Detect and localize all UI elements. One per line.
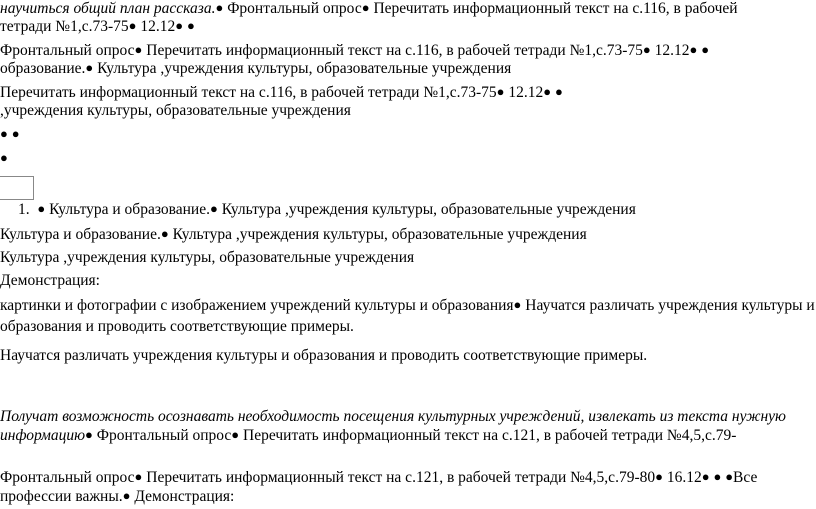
text-segment: образование. xyxy=(0,60,86,77)
bullet-icon: ● xyxy=(361,0,370,15)
text-segment: Культура ,учреждения культуры, образовательные учреждения xyxy=(93,60,512,77)
bullet-row xyxy=(0,126,20,144)
text-segment: Научатся различать учреждения культуры и образования и проводить соответствующие примеры. xyxy=(0,347,648,364)
text-segment: Культура и образование. xyxy=(0,226,161,243)
text-segment: 16.12 xyxy=(662,469,702,486)
text-line-14 xyxy=(0,408,786,426)
text-line-12 xyxy=(0,318,354,336)
bullet-icon: ● xyxy=(134,469,143,484)
text-segment: Культура ,учреждения культуры, образовательные учреждения xyxy=(217,201,636,218)
bullet-icon: ● xyxy=(11,126,20,141)
text-segment: 12.12 xyxy=(650,42,690,59)
bullet-icon: ● xyxy=(186,18,195,33)
text-segment: Перечитать информационный текст на с.116, в рабочей xyxy=(369,0,738,17)
bullet-icon: ● xyxy=(209,201,218,216)
text-segment: Перечитать информационный текст на с.116, в рабочей тетради №1,с.73-75 xyxy=(0,84,497,101)
text-segment: Культура ,учреждения культуры, образовательные учреждения xyxy=(0,249,415,266)
text-line-9 xyxy=(0,249,414,267)
bullet-icon: ● xyxy=(231,427,240,442)
text-segment: образования и проводить соответствующие примеры. xyxy=(0,318,354,335)
bullet-icon: ● xyxy=(215,0,224,15)
bullet-icon: ● xyxy=(701,42,710,57)
text-segment: Перечитать информационный текст на с.121, в рабочей тетради №4,5,с.79-80 xyxy=(142,469,656,486)
text-segment: ,учреждения культуры, образовательные учреждения xyxy=(0,102,351,119)
text-segment: Фронтальный опрос xyxy=(92,427,232,444)
text-segment: Демонстрация: xyxy=(130,488,235,505)
text-segment: Получат возможность осознавать необходимость посещения культурных учреждений, извлекать из текста нужную xyxy=(0,408,786,425)
numbered-item xyxy=(18,201,636,219)
text-segment: тетради №1,с.73-75 xyxy=(0,18,129,35)
empty-cell xyxy=(0,176,34,200)
text-segment: Все xyxy=(733,469,758,486)
text-line-4 xyxy=(0,60,511,78)
bullet-icon: ● xyxy=(0,150,8,165)
bullet-icon: ● xyxy=(713,469,722,484)
bullet-icon: ● xyxy=(689,42,698,57)
bullet-icon: ● xyxy=(496,84,505,99)
bullet-icon: ● xyxy=(555,84,563,99)
text-segment: Фронтальный опрос xyxy=(223,0,362,17)
text-segment: Перечитать информационный текст на с.121, в рабочей тетради №4,5,с.79- xyxy=(239,427,737,444)
text-segment: картинки и фотографии с изображением учреждений культуры и образования xyxy=(0,297,514,314)
bullet-icon: ● xyxy=(175,18,184,33)
item-number: 1. xyxy=(18,201,30,218)
text-segment: информацию xyxy=(0,427,86,444)
bullet-icon: ● xyxy=(513,297,522,312)
text-line-2 xyxy=(0,18,195,36)
text-line-5 xyxy=(0,84,563,102)
text-line-8 xyxy=(0,226,587,244)
bullet-icon: ● xyxy=(642,42,651,57)
bullet-icon: ● xyxy=(160,226,169,241)
text-segment: научиться общий план рассказа. xyxy=(0,0,216,17)
bullet-icon: ● xyxy=(122,488,131,503)
text-line-15 xyxy=(0,427,736,445)
text-line-3 xyxy=(0,42,709,60)
text-line-10 xyxy=(0,272,100,290)
text-line-17 xyxy=(0,488,234,506)
bullet-icon: ● xyxy=(85,60,94,75)
text-segment: Фронтальный опрос xyxy=(0,42,135,59)
text-segment: Культура ,учреждения культуры, образовательные учреждения xyxy=(168,226,587,243)
bullet-icon: ● xyxy=(134,42,143,57)
bullet-row xyxy=(0,150,8,168)
text-line-1 xyxy=(0,0,738,18)
text-segment: Культура и образование. xyxy=(45,201,210,218)
bullet-icon: ● xyxy=(37,201,46,216)
bullet-icon: ● xyxy=(85,427,93,442)
bullet-icon: ● xyxy=(128,18,137,33)
text-segment: Научатся различать учреждения культуры и xyxy=(521,297,815,314)
bullet-icon: ● xyxy=(655,469,663,484)
text-line-16 xyxy=(0,469,757,487)
text-segment: 12.12 xyxy=(136,18,176,35)
text-segment: Фронтальный опрос xyxy=(0,469,135,486)
text-segment: Перечитать информационный текст на с.116, в рабочей тетради №1,с.73-75 xyxy=(142,42,643,59)
bullet-icon: ● xyxy=(543,84,552,99)
text-segment: Демонстрация: xyxy=(0,272,100,289)
text-line-6 xyxy=(0,102,351,120)
bullet-icon: ● xyxy=(701,469,710,484)
text-segment: профессии важны. xyxy=(0,488,123,505)
text-line-11 xyxy=(0,297,815,315)
text-segment: 12.12 xyxy=(504,84,544,101)
bullet-icon: ● xyxy=(725,469,734,484)
text-line-13 xyxy=(0,347,647,365)
bullet-icon: ● xyxy=(0,126,8,141)
